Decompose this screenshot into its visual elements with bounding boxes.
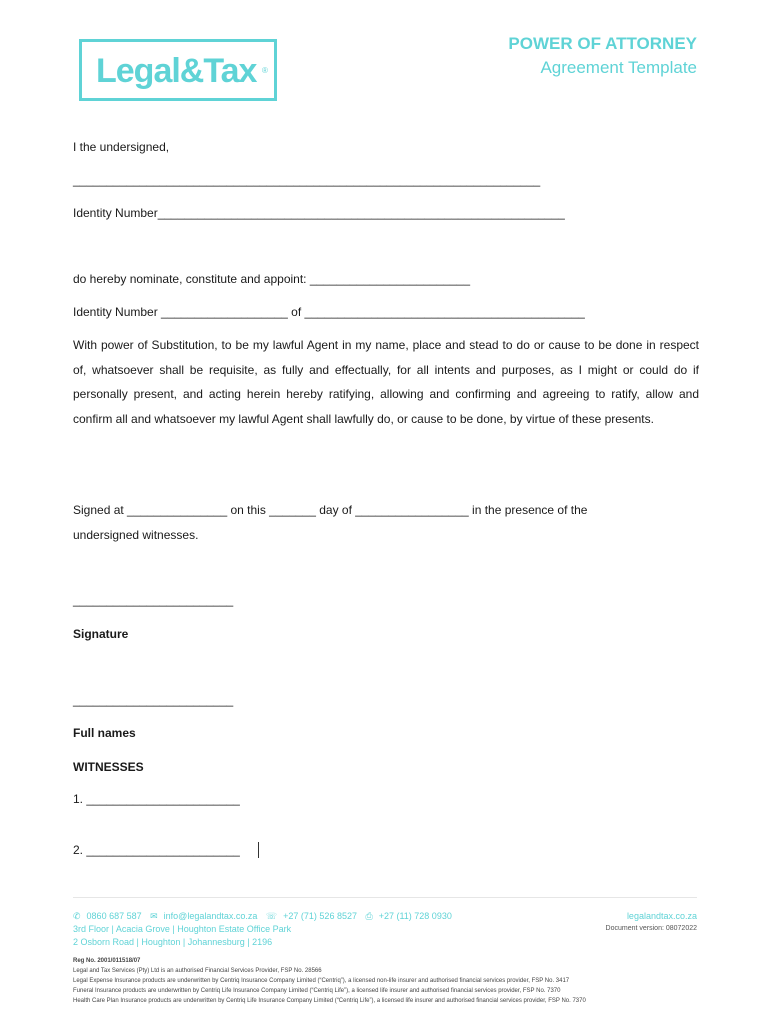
footer-divider <box>73 897 697 898</box>
name-field[interactable]: ______________________________________________________________________ <box>73 173 541 187</box>
email-icon: ✉ <box>150 911 158 921</box>
logo-registered-mark: ® <box>262 66 268 75</box>
phone-number[interactable]: 0860 687 587 <box>86 911 142 921</box>
substitution-paragraph: With power of Substitution, to be my lawful Agent in my name, place and stead to do or cause to be done in respect of, whatsoever shall be requisite, as fully and effectually, for all intents and purposes, as I might or could do if personally present, and acting herein hereby ratifying, allowing and confirming and agreeing to ratify, allow and confirm all and whatsoever my lawful Agent shall lawfully do, or cause to be done, by virtue of these presents. <box>73 338 699 427</box>
signed-at-line-continued: undersigned witnesses. <box>73 528 199 542</box>
document-version: Document version: 08072022 <box>605 925 697 932</box>
identity-number-field-2[interactable]: Identity Number ___________________ of __________________________________________ <box>73 305 585 319</box>
whatsapp-icon: ☏ <box>265 911 278 921</box>
email-address[interactable]: info@legalandtax.co.za <box>163 911 258 921</box>
fax-icon: ⎙ <box>365 911 373 921</box>
full-names-field[interactable]: ________________________ <box>73 693 234 707</box>
nominate-field[interactable]: do hereby nominate, constitute and appoint: ________________________ <box>73 272 471 286</box>
fsp-disclaimer-2: Legal Expense Insurance products are underwritten by Centriq Insurance Company Limited (“Centriq”), a licensed non-life insurer and authorised financial services provider, FSP No. 3417 <box>73 978 570 984</box>
logo: Legal&Tax <box>96 52 257 90</box>
contact-row <box>73 911 458 922</box>
signature-field[interactable]: ________________________ <box>73 593 234 607</box>
document-subtitle: Agreement Template <box>540 58 697 77</box>
website-link[interactable]: legalandtax.co.za <box>626 911 697 921</box>
fsp-disclaimer-3: Funeral Insurance products are underwritten by Centriq Life Insurance Company Limited (“Centriq Life”), a licensed life insurer and authorised financial services provider, FSP No. 7370 <box>73 988 561 994</box>
signed-at-line[interactable]: Signed at _______________ on this _______ day of _________________ in the presence of the <box>73 503 588 517</box>
witness-2-field[interactable]: 2. _______________________ <box>73 843 240 857</box>
undersigned-label: I the undersigned, <box>73 140 170 154</box>
address-line-1: 3rd Floor | Acacia Grove | Houghton Estate Office Park <box>73 924 292 934</box>
whatsapp-number[interactable]: +27 (71) 526 8527 <box>283 911 357 921</box>
signature-label: Signature <box>73 627 129 641</box>
witnesses-heading: WITNESSES <box>73 760 144 774</box>
address-line-2: 2 Osborn Road | Houghton | Johannesburg | 2196 <box>73 937 273 947</box>
phone-icon: ✆ <box>73 911 81 921</box>
document-title: POWER OF ATTORNEY <box>508 34 697 53</box>
full-names-label: Full names <box>73 726 136 740</box>
registration-number: Reg No. 2001/011518/07 <box>73 958 141 964</box>
fsp-disclaimer-1: Legal and Tax Services (Pty) Ltd is an authorised Financial Services Provider, FSP No. 28566 <box>73 968 322 974</box>
fsp-disclaimer-4: Health Care Plan Insurance products are underwritten by Centriq Life Insurance Company Limited (“Centriq Life”), a licensed life insurer and authorised financial services provider, FSP No. 7370 <box>73 998 586 1004</box>
identity-number-field-1[interactable]: Identity Number_____________________________________________________________ <box>73 206 565 220</box>
text-cursor <box>258 842 259 858</box>
witness-1-field[interactable]: 1. _______________________ <box>73 792 240 806</box>
fax-number[interactable]: +27 (11) 728 0930 <box>378 911 452 921</box>
